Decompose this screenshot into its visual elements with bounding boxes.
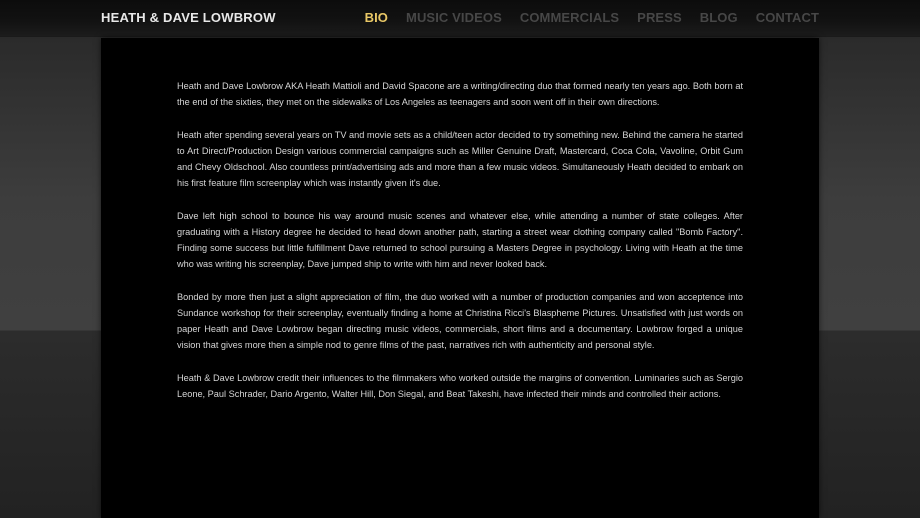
bio-paragraph: Heath and Dave Lowbrow AKA Heath Mattioli and David Spacone are a writing/directing duo that formed nearly ten years ago. Both born at the end of the sixties, they met on the sidewalks of Los Angeles as teenagers and soon went off in their own directions. — [177, 81, 743, 108]
content-panel — [101, 38, 819, 518]
nav-item-bio[interactable]: BIO — [364, 10, 389, 25]
bio-paragraph: Heath after spending several years on TV and movie sets as a child/teen actor decided to try something new. Behind the camera he started to Art Direct/Production Design various commercial campaigns such as Miller Genuine Draft, Mastercard, Coca Cola, Vavoline, Orbit Gum and Chevy Oldschool. Also countless print/advertising ads and more than a few music videos. Simultaneously Heath decided to embark on his first feature film screenplay which was instantly given it's due. — [177, 129, 743, 189]
nav-item-commercials[interactable]: COMMERCIALS — [519, 10, 620, 25]
main-nav — [347, 10, 819, 26]
bio-paragraph: Bonded by more then just a slight appreciation of film, the duo worked with a number of production companies and won acceptence into Sundance workshop for their screenplay, eventually finding a home at Christina Ricci's Blaspheme Pictures. Unsatisfied with just words on paper Heath and Dave Lowbrow began directing music videos, commercials, short films and a documentary. Lowbrow forged a unique vision that gives more then a simple nod to genre films of the past, narratives rich with authenticity and personal style. — [177, 291, 743, 351]
nav-item-blog[interactable]: BLOG — [699, 10, 738, 25]
nav-item-press[interactable]: PRESS — [637, 10, 682, 25]
bio-paragraph: Dave left high school to bounce his way around music scenes and whatever else, while attending a number of state colleges. After graduating with a History degree he decided to head down another path, starting a street wear clothing company called "Bomb Factory". Finding some success but little fulfillment Dave returned to school pursuing a Masters Degree in psychology. Living with Heath at the time who was writing his screenplay, Dave jumped ship to write with him and never looked back. — [177, 210, 743, 270]
nav-item-music-videos[interactable]: MUSIC VIDEOS — [406, 10, 502, 25]
nav-item-contact[interactable]: CONTACT — [755, 10, 819, 25]
bio-paragraph: Heath & Dave Lowbrow credit their influences to the filmmakers who worked outside the margins of convention. Luminaries such as Sergio Leone, Paul Schrader, Dario Argento, Walter Hill, Don Siegal, and Beat Takeshi, have infected their minds and controlled their actions. — [177, 372, 743, 399]
header-bar — [0, 0, 920, 37]
bio-text — [177, 78, 743, 418]
site-title-link[interactable]: HEATH & DAVE LOWBROW — [101, 10, 276, 25]
